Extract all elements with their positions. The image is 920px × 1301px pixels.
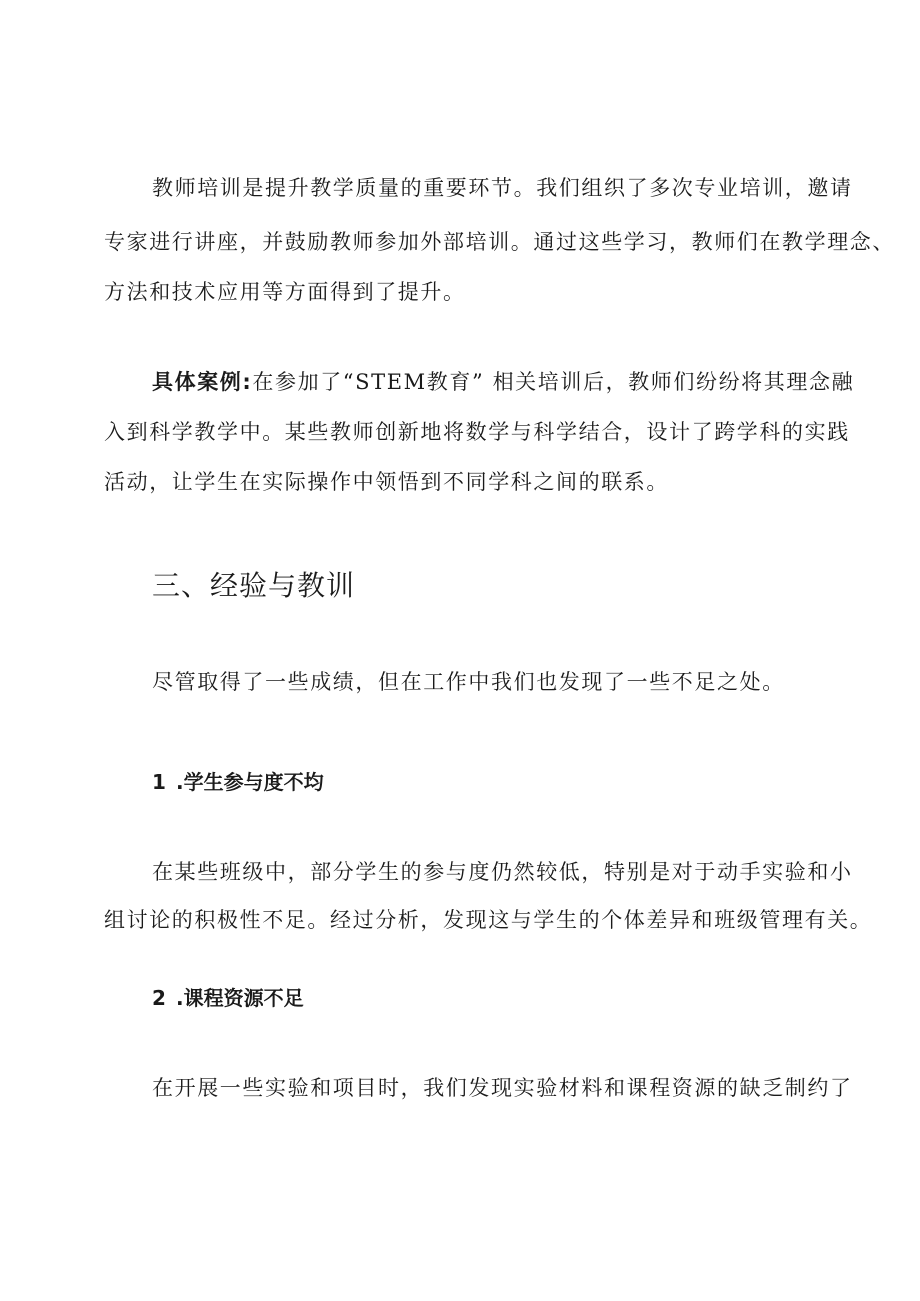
subsection-heading-2 (152, 980, 304, 1016)
subsection-title: .课程资源不足 (176, 986, 304, 1010)
text-line (152, 362, 855, 402)
text-line: 在开展一些实验和项目时，我们发现实验材料和课程资源的缺乏制约了 (152, 1076, 853, 1100)
case-text: 在参加了“STEM教育” 相关培训后，教师们纷纷将其理念融 (252, 370, 855, 394)
subsection-number: 2 (152, 986, 166, 1010)
subsection-title: .学生参与度不均 (176, 770, 324, 794)
text-line: 组讨论的积极性不足。经过分析，发现这与学生的个体差异和班级管理有关。 (104, 908, 873, 932)
subsection-number: 1 (152, 770, 166, 794)
text-line: 活动，让学生在实际操作中领悟到不同学科之间的联系。 (104, 470, 669, 494)
text-line: 入到科学教学中。某些教师创新地将数学与科学结合，设计了跨学科的实践 (104, 420, 850, 444)
text-line: 教师培训是提升教学质量的重要环节。我们组织了多次专业培训，邀请 (152, 176, 853, 200)
case-label: 具体案例: (152, 370, 253, 394)
section-heading: 三、经验与教训 (152, 569, 356, 602)
paragraph-intro: 尽管取得了一些成绩，但在工作中我们也发现了一些不足之处。 (152, 670, 785, 694)
subsection-heading-1 (152, 764, 324, 800)
text-line: 专家进行讲座，并鼓励教师参加外部培训。通过这些学习，教师们在教学理念、 (104, 230, 895, 254)
text-line: 方法和技术应用等方面得到了提升。 (104, 280, 466, 304)
text-line: 在某些班级中，部分学生的参与度仍然较低，特别是对于动手实验和小 (152, 860, 853, 884)
